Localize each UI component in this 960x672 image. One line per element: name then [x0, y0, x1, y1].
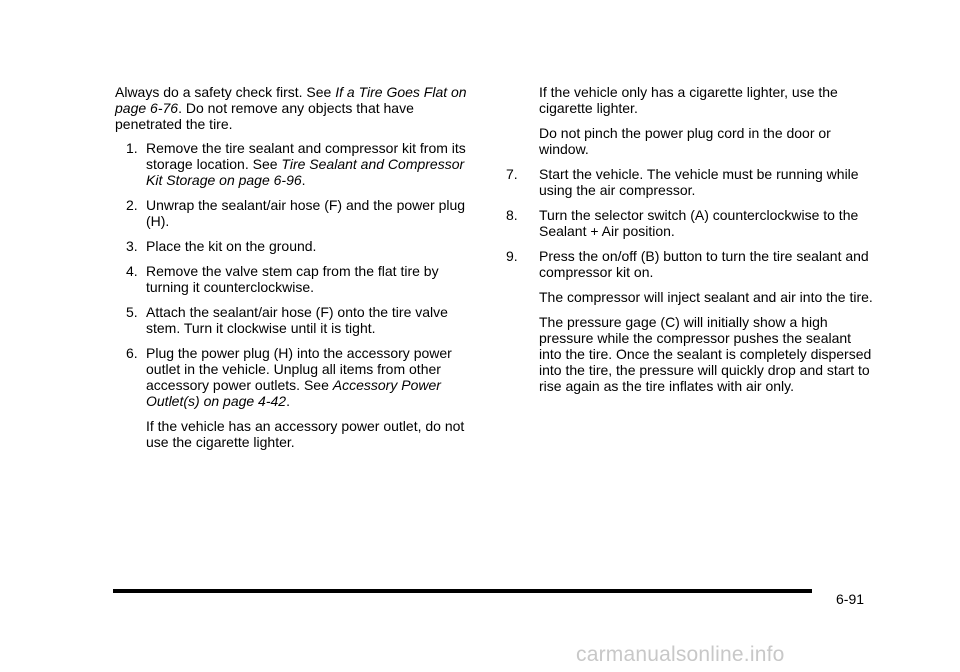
- step-4: [115, 263, 475, 295]
- step-text-end: .: [301, 172, 306, 188]
- step-number: 6.: [126, 345, 138, 361]
- step-number: 5.: [126, 304, 138, 320]
- step-7: [506, 166, 876, 198]
- step-number: 2.: [126, 197, 138, 213]
- intro-paragraph: [115, 84, 475, 132]
- kit-storage-reference-link[interactable]: Tire Sealant and Compressor Kit Storage on page 6-96: [146, 156, 465, 188]
- intro-text: Always do a safety check first. See: [115, 84, 336, 100]
- power-outlet-reference-link[interactable]: Accessory Power Outlet(s) on page 4-42: [146, 377, 441, 409]
- watermark: carmanualsonline.info: [576, 643, 785, 666]
- step-6-note: If the vehicle has an accessory power outlet, do not use the cigarette lighter.: [146, 418, 465, 450]
- left-column: [115, 84, 475, 459]
- step-text: Remove the valve stem cap from the flat tire by turning it counterclockwise.: [146, 263, 439, 295]
- power-cord-note: Do not pinch the power plug cord in the door or window.: [539, 125, 831, 157]
- footer-rule: [113, 589, 812, 593]
- step-number: 7.: [506, 166, 518, 182]
- step-6: [115, 345, 475, 409]
- step-text: Start the vehicle. The vehicle must be running while using the air compressor.: [539, 166, 859, 198]
- step-text: Press the on/off (B) button to turn the tire sealant and compressor kit on.: [539, 248, 869, 280]
- step-8: [506, 207, 876, 239]
- step-number: 3.: [126, 238, 138, 254]
- right-column: [506, 84, 876, 403]
- step-number: 1.: [126, 140, 138, 156]
- pressure-gage-note: The pressure gage (C) will initially show a high pressure while the compressor pushes the sealant into the tire. Once the sealant is completely dispersed into the tire, the pressure will quickly drop and start to rise again as the tire inflates with air only.: [539, 314, 872, 394]
- step-text: Unwrap the sealant/air hose (F) and the power plug (H).: [146, 197, 466, 229]
- step-text: Place the kit on the ground.: [146, 238, 317, 254]
- step-text: Attach the sealant/air hose (F) onto the tire valve stem. Turn it clockwise until it is tight.: [146, 304, 448, 336]
- step-text: Remove the tire sealant and compressor kit from its storage location. See: [146, 140, 466, 172]
- step-text: Plug the power plug (H) into the accessory power outlet in the vehicle. Unplug all items from other accessory power outlets. See: [146, 345, 452, 393]
- step-5: [115, 304, 475, 336]
- step-1: [115, 140, 475, 188]
- step-text: Turn the selector switch (A) counterclockwise to the Sealant + Air position.: [539, 207, 859, 239]
- step-3: [115, 238, 475, 254]
- step-text-end: .: [286, 393, 290, 409]
- compressor-inject-note: The compressor will inject sealant and air into the tire.: [539, 289, 873, 305]
- page-number: 6-91: [836, 591, 865, 607]
- step-number: 9.: [506, 248, 518, 264]
- step-number: 8.: [506, 207, 518, 223]
- cigarette-lighter-note: If the vehicle only has a cigarette lighter, use the cigarette lighter.: [539, 84, 838, 116]
- intro-text-end: . Do not remove any objects that have penetrated the tire.: [115, 100, 414, 132]
- step-number: 4.: [126, 263, 138, 279]
- step-9: [506, 248, 876, 280]
- step-2: [115, 197, 475, 229]
- flat-tire-reference-link[interactable]: If a Tire Goes Flat on page 6-76: [115, 84, 467, 116]
